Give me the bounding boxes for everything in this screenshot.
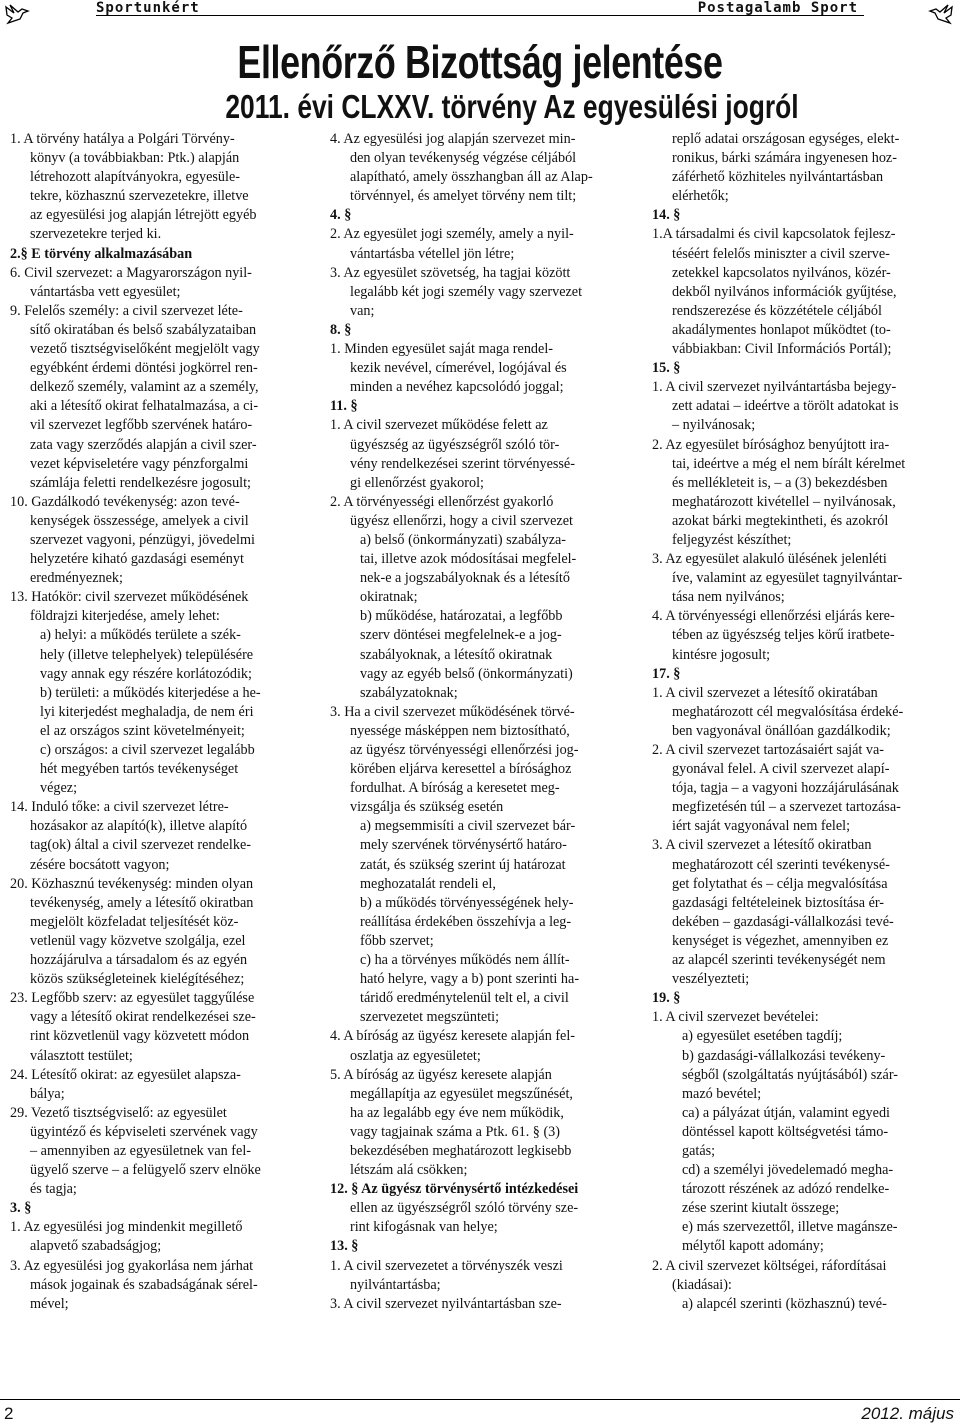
text-line: helyzetére kiható gazdasági eseményt xyxy=(30,551,244,568)
text-line: rint közvetlenül vagy közvetett módon xyxy=(30,1028,250,1045)
text-line: – amennyiben az egyesületnek van fel- xyxy=(30,1142,251,1159)
text-line: 3. Az egyesület szövetség, ha tagjai között xyxy=(330,264,571,281)
text-line: nyessége másképpen nem biztosítható, xyxy=(350,722,570,739)
text-line: mazó bevétel; xyxy=(682,1085,762,1102)
text-line: záférhető közhiteles nyilvántartásban xyxy=(672,169,884,186)
text-line: zetekkel kapcsolatos nyilvános, közér- xyxy=(672,264,891,281)
pigeon-icon xyxy=(928,3,954,25)
text-line: 2. Az egyesület bírósághoz benyújtott ira- xyxy=(652,436,890,453)
text-line: lyi kiterjedést meghaladja, de nem éri xyxy=(40,703,254,720)
text-line: 29. Vezető tisztségviselő: az egyesület xyxy=(10,1104,227,1121)
text-line: és tagja; xyxy=(30,1181,77,1198)
text-line: nek-e a jogszabályoknak és a létesítő xyxy=(360,570,570,587)
issue-date: 2012. május xyxy=(861,1404,954,1423)
text-line: kintésre jogosult; xyxy=(672,646,771,663)
text-line: ügyelő szerve – a felügyelő szerv elnöke xyxy=(30,1162,261,1179)
text-line: mások jogainak és szabadságának sérel- xyxy=(30,1276,258,1293)
text-line: feljegyzést készíthet; xyxy=(672,531,792,548)
text-line: 3. Az egyesület alakuló ülésének jelenléti xyxy=(652,551,887,568)
text-line: vény rendelkezései szerint törvényessé- xyxy=(350,455,575,472)
text-line: tekre, közhasznú szervezetekre, illetve xyxy=(30,188,249,205)
text-line: a) helyi: a működés területe a szék- xyxy=(40,627,241,644)
text-line: mélytől kapott adomány; xyxy=(682,1238,824,1255)
text-line: a) megsemmisíti a civil szervezet bár- xyxy=(360,818,576,835)
text-line: cd) a személyi jövedelemadó megha- xyxy=(682,1162,894,1179)
text-line: 14. § xyxy=(652,207,681,224)
text-line: kenységek összessége, amelyek a civil xyxy=(30,512,249,529)
text-line: b) működése, határozatai, a legfőbb xyxy=(360,608,563,625)
text-line: akadálymentes honlapot működtet (to- xyxy=(672,321,891,338)
text-line: szabályzatoknak; xyxy=(360,684,458,701)
text-line: fordulhat. A bíróság a keresetet meg- xyxy=(350,780,560,797)
text-line: főbb szervet; xyxy=(360,932,434,949)
text-line: ügyintéző és képviseleti szervének vagy xyxy=(30,1123,258,1140)
text-line: 1. Minden egyesület saját maga rendel- xyxy=(330,341,553,358)
text-line: dekében – gazdasági-vállalkozási tevé- xyxy=(672,913,894,930)
text-line: 4. A bíróság az ügyész keresete alapján fel- xyxy=(330,1028,576,1045)
text-line: zett adatai – ideértve a törölt adatokat is xyxy=(672,398,899,415)
text-line: 5. A bíróság az ügyész keresete alapján xyxy=(330,1066,552,1083)
text-line: kenységet is végezhet, amennyiben ez xyxy=(672,932,889,949)
text-line: 1.A társadalmi és civil kapcsolatok fejlesz- xyxy=(652,226,896,243)
text-line: 4. § xyxy=(330,207,352,224)
text-line: veszélyezteti; xyxy=(672,971,750,988)
text-line: sítő okiratában és belső szabályzataiban xyxy=(30,321,257,338)
text-line: törvénnyel, és amelyet törvény nem tilt; xyxy=(350,188,577,205)
text-line: szervezet vagyoni, pénzügyi, jövedelmi xyxy=(30,531,255,548)
text-line: ségből (szolgáltatás nyújtásából) szár- xyxy=(682,1066,899,1083)
header-right-title: Postagalamb Sport xyxy=(697,0,858,16)
text-line: tevékenység, amely a létesítő okiratban xyxy=(30,894,254,911)
text-line: 3. § xyxy=(10,1200,32,1217)
text-line: 9. Felelős személy: a civil szervezet léte- xyxy=(10,302,243,319)
text-line: földrajzi kiterjedése, amely lehet: xyxy=(30,608,220,625)
text-line: (kiadásai): xyxy=(672,1276,732,1293)
text-line: táridő eredménytelenül telt el, a civil xyxy=(360,990,569,1007)
text-line: vagy a létesítő okirat rendelkezései sze- xyxy=(30,1009,256,1026)
text-line: vil szervezet legfőbb szervének határo- xyxy=(30,417,253,434)
text-line: 4. A törvényességi ellenőrzési eljárás kere- xyxy=(652,608,895,625)
text-line: 1. A civil szervezetet a törvényszék veszi xyxy=(330,1257,563,1274)
text-line: el az országos szint követelményeit; xyxy=(40,722,245,739)
text-line: 8. § xyxy=(330,321,352,338)
text-line: den olyan tevékenység végzése céljából xyxy=(350,150,577,167)
text-line: szabályoknak, a létesítő okiratnak xyxy=(360,646,553,663)
text-line: döntéssel kapott költségvetési támo- xyxy=(682,1123,889,1140)
text-line: 11. § xyxy=(330,398,358,415)
text-line: hely (illetve telephelyek) településére xyxy=(40,646,254,663)
text-line: bekezdésében meghatározott legkisebb xyxy=(350,1142,572,1159)
text-line: gi ellenőrzést gyakorol; xyxy=(350,474,484,491)
text-line: zésére bocsátott vagyon; xyxy=(30,856,170,873)
text-line: tározott részének az adózó rendelke- xyxy=(682,1181,890,1198)
text-line: okiratnak; xyxy=(360,589,418,606)
text-line: 17. § xyxy=(652,665,681,682)
text-line: e) más szervezettől, illetve magánsze- xyxy=(682,1219,898,1236)
text-line: dekből nyilvános információk gyűjtése, xyxy=(672,283,897,300)
text-line: van; xyxy=(350,302,375,319)
text-line: oszlatja az egyesületet; xyxy=(350,1047,481,1064)
page-subtitle: 2011. évi CLXXV. törvény Az egyesülési jogról xyxy=(225,88,799,125)
text-line: 2. A civil szervezet tartozásaiért saját va- xyxy=(652,742,885,758)
text-line: 2. Az egyesület jogi személy, amely a nyil- xyxy=(330,226,574,243)
text-line: 1. A civil szervezet nyilvántartásba bejegy- xyxy=(652,379,897,396)
text-line: választott testület; xyxy=(30,1047,133,1064)
text-line: elérhetők; xyxy=(672,188,729,205)
text-line: 24. Létesítő okirat: az egyesület alapsza- xyxy=(10,1066,241,1083)
text-line: get folytathat és – célja megvalósítása xyxy=(672,875,888,892)
text-line: meghatározott cél szerinti tevékenysé- xyxy=(672,856,890,873)
text-line: vagy annak egy részére korlátozódik; xyxy=(40,665,252,682)
text-line: 13. Hatókör: civil szervezet működésének xyxy=(10,589,249,606)
text-line: 12. § Az ügyész törvénysértő intézkedései xyxy=(330,1181,579,1198)
text-line: körében eljárva keresettel a bírósághoz xyxy=(350,761,572,778)
text-line: rendszerezése és közzététele céljából xyxy=(672,302,882,319)
text-line: 15. § xyxy=(652,360,681,377)
page-number: 2 xyxy=(4,1404,14,1423)
text-line: 1. A civil szervezet bevételei: xyxy=(652,1009,819,1026)
text-line: közös szükségleteinek kielégítéséhez; xyxy=(30,971,245,988)
text-line: vántartásba vétellel jön létre; xyxy=(350,245,515,262)
text-line: iért saját vagyonával nem felel; xyxy=(672,818,851,835)
text-line: eredményeznek; xyxy=(30,570,123,587)
text-line: szerv döntései megfelelnek-e a jog- xyxy=(360,627,562,644)
text-line: azokat bárki megtekintheti, és azokról xyxy=(672,512,889,529)
text-line: vetlenül vagy közvetve szolgálja, ezel xyxy=(30,932,246,949)
column-3 xyxy=(652,130,952,1314)
text-line: hozzájárulva a társadalom és az egyén xyxy=(30,952,248,969)
text-line: 6. Civil szervezet: a Magyarországon nyil- xyxy=(10,264,252,281)
text-line: c) országos: a civil szervezet legalább xyxy=(40,742,255,758)
text-line: aki a létesítő okirat felhatalmazása, a ci- xyxy=(30,398,259,415)
text-line: c) ha a törvényes működés nem állít- xyxy=(360,952,570,969)
text-line: kezik nevével, címerével, logójával és xyxy=(350,360,567,377)
column-2 xyxy=(330,130,633,1314)
text-line: könyv (a továbbiakban: Ptk.) alapján xyxy=(30,150,240,167)
pigeon-icon xyxy=(4,3,30,25)
text-line: alapvető szabadságjog; xyxy=(30,1238,162,1255)
text-line: gazdasági feltételeinek biztosítása ér- xyxy=(672,894,885,911)
text-line: egyébként érdemi döntési jogkörrel ren- xyxy=(30,360,258,377)
text-line: 23. Legfőbb szerv: az egyesület taggyűlése xyxy=(10,990,255,1007)
text-line: 2. A törvényességi ellenőrzést gyakorló xyxy=(330,493,554,510)
text-line: ügyészség az ügyészségről szóló tör- xyxy=(350,436,560,453)
text-line: mével; xyxy=(30,1295,69,1312)
text-line: tai, ideértve a még el nem bírált kérelmet xyxy=(672,455,906,472)
text-line: 3. A civil szervezet a létesítő okiratban xyxy=(652,837,872,854)
text-line: tag(ok) által a civil szervezet rendelke- xyxy=(30,837,251,854)
text-line: zatát, és szükség szerint új határozat xyxy=(360,856,566,873)
text-line: 10. Gazdálkodó tevékenység: azon tevé- xyxy=(10,493,240,510)
text-line: hét megyében tartós tevékenységet xyxy=(40,761,239,778)
text-line: téséért felelős miniszter a civil szerve- xyxy=(672,245,890,262)
text-line: a) egyesület esetében tagdíj; xyxy=(682,1028,843,1045)
text-line: vizsgálja és szükség esetén xyxy=(350,799,504,816)
page-title: Ellenőrző Bizottság jelentése xyxy=(237,36,723,88)
text-line: meghatározott kivétellel – nyilvánosak, xyxy=(672,493,896,510)
text-line: tében az ügyészség teljes körű iratbete- xyxy=(672,627,895,644)
text-line: szervezetet megszünteti; xyxy=(360,1009,500,1026)
text-line: 13. § xyxy=(330,1238,359,1255)
text-line: 14. Induló tőke: a civil szervezet létre- xyxy=(10,799,229,816)
text-line: ca) a pályázat útján, valamint egyedi xyxy=(682,1104,890,1121)
text-line: b) gazdasági-vállalkozási tevékeny- xyxy=(682,1047,886,1064)
text-line: vántartásba vett egyesület; xyxy=(30,283,181,300)
text-line: 2. A civil szervezet költségei, ráfordításai xyxy=(652,1257,887,1274)
text-line: nyilvántartásba; xyxy=(350,1276,441,1293)
text-line: ha az legalább egy éve nem működik, xyxy=(350,1104,564,1121)
text-line: íve, valamint az egyesület tagnyilvántar- xyxy=(672,570,903,587)
text-line: delkező személy, valamint az a személy, xyxy=(30,379,259,396)
text-line: szervezetekre terjed ki. xyxy=(30,226,162,243)
text-line: minden a nevéhez kapcsolódó joggal; xyxy=(350,379,564,396)
text-line: 1. A törvény hatálya a Polgári Törvény- xyxy=(10,131,235,147)
header-left-title: Sportunkért xyxy=(96,0,200,16)
text-line: reállítása érdekében összehívja a leg- xyxy=(360,913,572,930)
text-line: az ügyész törvényességi ellenőrzési jog- xyxy=(350,742,579,758)
text-line: tása nem nyilvános; xyxy=(672,589,785,606)
text-line: ronikus, bárki számára ingyenesen hoz- xyxy=(672,150,897,167)
column-1 xyxy=(10,130,308,1314)
text-line: 19. § xyxy=(652,990,681,1007)
text-line: vezető tisztségviselőként megjelölt vagy xyxy=(30,341,260,358)
text-line: hozásakor az alapító(k), illetve alapító xyxy=(30,818,248,835)
text-line: ellen az ügyészségről szóló törvény sze- xyxy=(350,1200,579,1217)
text-line: 3. Az egyesülési jog gyakorlása nem járhat xyxy=(10,1257,254,1274)
text-line: 4. Az egyesülési jog alapján szervezet min- xyxy=(330,131,576,147)
text-line: 2.§ E törvény alkalmazásában xyxy=(10,245,193,262)
text-line: 1. A civil szervezet működése felett az xyxy=(330,417,548,434)
text-line: megfizetésén túl – a szervezet tartozása- xyxy=(672,799,901,816)
text-line: ben vagyonával önállóan gazdálkodik; xyxy=(672,722,891,739)
text-line: zése szerint kiutalt összege; xyxy=(682,1200,840,1217)
text-line: bálya; xyxy=(30,1085,65,1102)
text-line: végez; xyxy=(40,780,78,797)
text-line: a) alapcél szerinti (közhasznú) tevé- xyxy=(682,1295,887,1312)
text-line: vezet képviseletére vagy pénzforgalmi xyxy=(30,455,249,472)
text-line: vábbiakban: Civil Információs Portál); xyxy=(672,341,892,358)
text-line: létszám alá csökken; xyxy=(350,1162,468,1179)
text-line: megállapítja az egyesület megszűnését, xyxy=(350,1085,573,1102)
text-line: 1. Az egyesülési jog mindenkit megillető xyxy=(10,1219,243,1236)
text-line: rint kifogásnak van helye; xyxy=(350,1219,498,1236)
text-line: 3. A civil szervezet nyilvántartásban sze- xyxy=(330,1295,562,1312)
text-line: létrehozott alapítványokra, egyesüle- xyxy=(30,169,240,186)
text-line: gatás; xyxy=(682,1142,716,1159)
footer-rule xyxy=(0,1399,960,1400)
text-line: 1. A civil szervezet a létesítő okiratában xyxy=(652,684,878,701)
text-line: alapítható, amely összhangban áll az Alap- xyxy=(350,169,593,186)
text-line: vagy az egyéb belső (önkormányzati) xyxy=(360,665,573,682)
text-line: tója, tagja – a vagyoni hozzájárulásának xyxy=(672,780,899,797)
text-line: – nyilvánosak; xyxy=(672,417,756,434)
text-line: legalább két jogi személy vagy szervezet xyxy=(350,283,583,300)
text-line: megjelölt közfeladat teljesítését köz- xyxy=(30,913,239,930)
text-line: ügyész ellenőrzi, hogy a civil szervezet xyxy=(350,512,573,529)
text-line: az egyesülési jog alapján létrejött egyéb xyxy=(30,207,257,224)
text-line: meghatározott cél megvalósítása érdeké- xyxy=(672,703,904,720)
text-line: ható helyre, vagy a b) pont szerinti ha- xyxy=(360,971,580,988)
text-line: a) belső (önkormányzati) szabályza- xyxy=(360,531,567,548)
text-line: mely szervének törvénysértő határo- xyxy=(360,837,567,854)
text-line: zata vagy szerződés alapján a civil szer- xyxy=(30,436,257,453)
text-line: b) a működés törvényességének hely- xyxy=(360,894,574,911)
text-line: meghozatalát rendeli el, xyxy=(360,875,496,892)
text-line: számlája feletti rendelkezésre jogosult; xyxy=(30,474,251,491)
text-line: 20. Közhasznú tevékenység: minden olyan xyxy=(10,875,254,892)
text-line: gyonával felel. A civil szervezet alapí- xyxy=(672,761,890,778)
text-line: 3. Ha a civil szervezet működésének törvé- xyxy=(330,703,575,720)
text-line: tai, illetve azok módosításai megfelel- xyxy=(360,551,577,568)
text-line: és mellékleteit is, – a (3) bekezdésben xyxy=(672,474,888,491)
text-line: b) területi: a működés kiterjedése a he- xyxy=(40,684,261,701)
text-line: vagy tagjainak száma a Ptk. 61. § (3) xyxy=(350,1123,560,1140)
text-line: az alapcél szerinti tevékenységét nem xyxy=(672,952,886,969)
text-line: replő adatai országosan egységes, elekt- xyxy=(672,131,900,147)
